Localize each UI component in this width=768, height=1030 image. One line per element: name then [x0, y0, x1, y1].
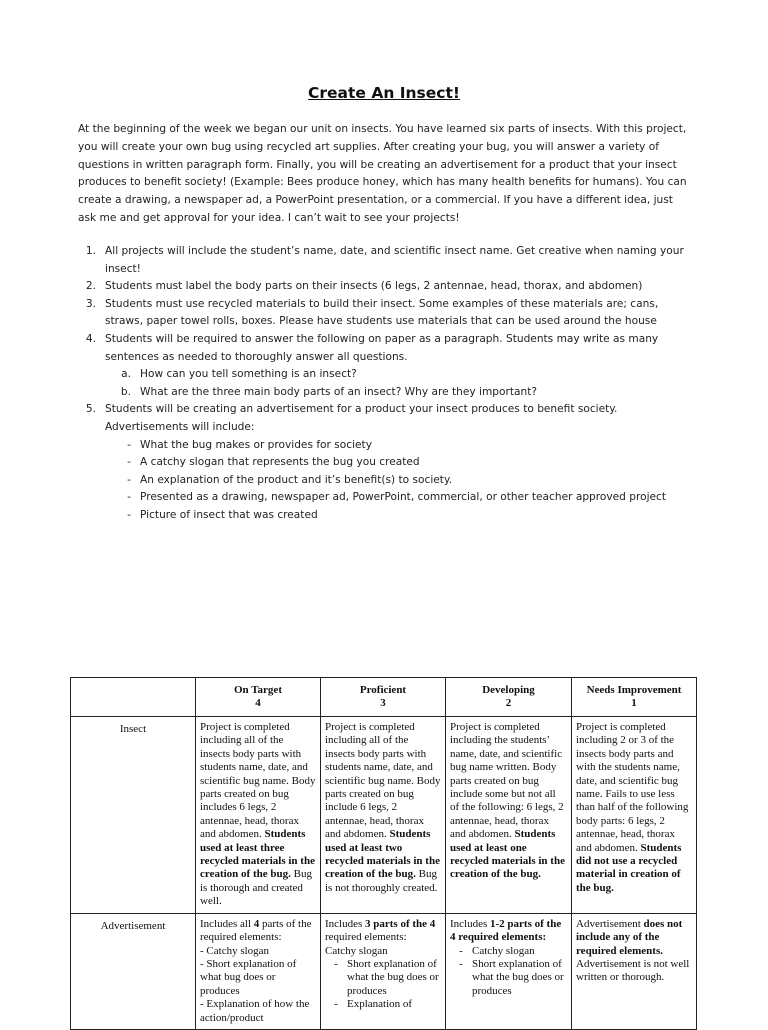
list-item-text: Short explanation of what the bug does or produces	[472, 957, 564, 997]
cell-text: Advertisement	[576, 917, 644, 930]
level-name: On Target	[234, 684, 282, 696]
list-number: 2.	[85, 280, 96, 293]
cell-line: - Explanation of how the action/product	[200, 998, 310, 1024]
list-item-text: Explanation of	[347, 998, 413, 1011]
cell-text: Bug is not thoroughly created.	[325, 868, 438, 894]
rubric-cell	[446, 717, 572, 914]
level-points: 1	[631, 697, 637, 710]
ad-element-item	[105, 507, 696, 525]
cell-text: parts of the required elements:	[200, 917, 312, 944]
cell-text: Includes	[325, 917, 366, 930]
cell-bold-text: Students used at least three recycled materials in the creation of the bug.	[200, 828, 315, 881]
list-number: 4.	[85, 332, 96, 345]
cell-text: Project is completed including all of the insects body parts with students name, date, and scientific bug name. Body parts created on bug include 6 legs, 2 antennae, head, thorax and abdomen.	[325, 721, 441, 841]
dash-marker: -	[459, 957, 463, 970]
list-item-text: Students will be required to answer the following on paper as a paragraph. Students may write as many sentences as needed to thoroughly answer all questions.	[105, 332, 659, 363]
list-item	[78, 296, 696, 331]
cell-text: Includes all	[200, 917, 254, 930]
cell-line: - Catchy slogan	[200, 944, 270, 957]
ad-element-item	[105, 472, 696, 490]
list-item-text: Students must use recycled materials to build their insect. Some examples of these materials are; cans, straws, paper towel rolls, boxes. Please have students use materials that can be used around the house	[105, 297, 659, 328]
dash-marker: -	[127, 491, 131, 504]
cell-line: - Short explanation of what bug does or produces	[200, 957, 297, 997]
ad-element-item	[105, 437, 696, 455]
list-item-text: Students will be creating an advertisement for a product your insect produces to benefit society. Advertisements will include:	[105, 403, 618, 433]
intro-paragraph: At the beginning of the week we began our unit on insects. You have learned six parts of insects. With this project, you will create your own bug using recycled art supplies. After creating your bug, you will answer a variety of questions in written paragraph form. Finally, you will be creating an advertisement for a product that your insect produces to benefit society! (Example: Bees produce honey, which has many health benefits for humans). You can create a drawing, a newspaper ad, a PowerPoint presentation, or a commercial. If you have a different idea, just ask me and get approval for your idea. I can’t wait to see your projects!	[78, 123, 687, 224]
question-item	[105, 384, 696, 402]
rubric-header-row	[71, 678, 697, 717]
question-text: How can you tell something is an insect?	[140, 368, 357, 381]
level-name: Proficient	[359, 684, 407, 696]
cell-line: Catchy slogan	[325, 944, 388, 957]
rubric-table	[70, 677, 697, 1030]
cell-text: Bug is thorough and created well.	[200, 868, 312, 908]
list-item	[325, 958, 441, 998]
cell-bold-text: Students used at least one recycled materials in the creation of the bug.	[450, 828, 565, 881]
list-item-text: Catchy slogan	[472, 944, 535, 957]
cell-bold-text: does not include any of the required elements.	[576, 917, 683, 957]
cell-text: required elements:	[325, 931, 407, 944]
cell-bold-text: 3 parts of the 4	[365, 917, 436, 930]
ad-element-item	[105, 489, 696, 507]
rubric-cell	[572, 717, 697, 914]
cell-text: Includes	[450, 917, 491, 930]
level-points: 3	[380, 697, 386, 710]
question-letter: a.	[121, 368, 131, 381]
question-letter: b.	[120, 385, 131, 398]
cell-bold-text: 1-2 parts of the 4 required elements:	[450, 917, 562, 944]
cell-bold-text: Students used at least two recycled materials in the creation of the bug.	[325, 828, 440, 881]
rubric-cell	[196, 913, 321, 1029]
list-item	[78, 401, 696, 436]
list-number: 5.	[85, 403, 96, 416]
rubric-corner-cell	[71, 678, 196, 717]
dash-marker: -	[459, 944, 463, 957]
question-item	[105, 366, 696, 384]
list-item-text: Short explanation of what the bug does or produces	[347, 957, 439, 997]
cell-bold-text: 4	[253, 917, 260, 930]
cell-text: Advertisement is not well written or thorough.	[576, 957, 690, 984]
level-name: Needs Improvement	[586, 684, 682, 696]
ad-element-item	[105, 454, 696, 472]
cell-dash-list	[450, 945, 567, 999]
rubric-cell	[321, 717, 446, 914]
cell-dash-list	[325, 958, 441, 1012]
rubric-cell	[196, 717, 321, 914]
page-title: Create An Insect!	[308, 84, 460, 102]
rubric-header-on-target	[196, 678, 321, 717]
ad-element-text: Presented as a drawing, newspaper ad, PowerPoint, commercial, or other teacher approved project	[140, 491, 667, 504]
list-item-text: Students must label the body parts on their insects (6 legs, 2 antennae, head, thorax, and abdomen)	[105, 280, 643, 293]
dash-marker: -	[334, 998, 338, 1011]
list-item	[450, 945, 567, 958]
dash-marker: -	[334, 957, 338, 970]
list-item	[78, 331, 696, 366]
rubric-row-insect	[71, 717, 697, 914]
rubric-header-proficient	[321, 678, 446, 717]
dash-marker: -	[127, 438, 131, 451]
cell-text: Project is completed including all of the insects body parts with students name, date, and scientific bug name. Body parts created on bug includes 6 legs, 2 antennae, head, thorax and abdomen.	[200, 721, 316, 841]
rubric-row-label: Advertisement	[71, 913, 196, 1029]
list-item	[78, 278, 696, 296]
rubric-header-needs-improvement	[572, 678, 697, 717]
cell-bold-text: Students did not use a recycled material in creation of the bug.	[576, 841, 682, 894]
list-item-text: All projects will include the student’s name, date, and scientific insect name. Get creative when naming your insect!	[105, 245, 684, 275]
level-points: 2	[505, 697, 512, 710]
list-item	[325, 998, 441, 1011]
rubric-cell	[446, 913, 572, 1029]
rubric-header-developing	[446, 678, 572, 717]
level-points: 4	[255, 697, 261, 710]
level-name: Developing	[482, 684, 535, 696]
rubric-cell	[321, 913, 446, 1029]
ad-element-text: What the bug makes or provides for society	[140, 438, 372, 451]
rubric-cell	[572, 913, 697, 1029]
list-item	[78, 243, 696, 278]
requirements-list	[78, 243, 696, 525]
question-text: What are the three main body parts of an insect? Why are they important?	[140, 385, 537, 398]
cell-text: Project is completed including 2 or 3 of the insects body parts and with the students name, date, and scientific bug name. Fails to use less than half of the following body parts: 6 legs, 2 antennae, head, thorax and abdomen.	[576, 721, 689, 854]
ad-element-text: A catchy slogan that represents the bug you created	[140, 456, 420, 469]
dash-marker: -	[127, 508, 131, 521]
ad-element-text: Picture of insect that was created	[140, 508, 318, 521]
list-item	[450, 958, 567, 998]
list-number: 1.	[85, 245, 96, 257]
dash-marker: -	[127, 456, 131, 469]
rubric-row-label: Insect	[71, 717, 196, 914]
dash-marker: -	[127, 473, 131, 486]
list-number: 3.	[85, 297, 96, 310]
cell-text: Project is completed including the students’ name, date, and scientific bug name written. Body parts created on bug include some but not all of the following: 6 legs, 2 antennae, head, thorax and abdomen.	[450, 721, 564, 841]
rubric-row-advertisement	[71, 913, 697, 1029]
ad-element-text: An explanation of the product and it’s benefit(s) to society.	[140, 473, 453, 486]
